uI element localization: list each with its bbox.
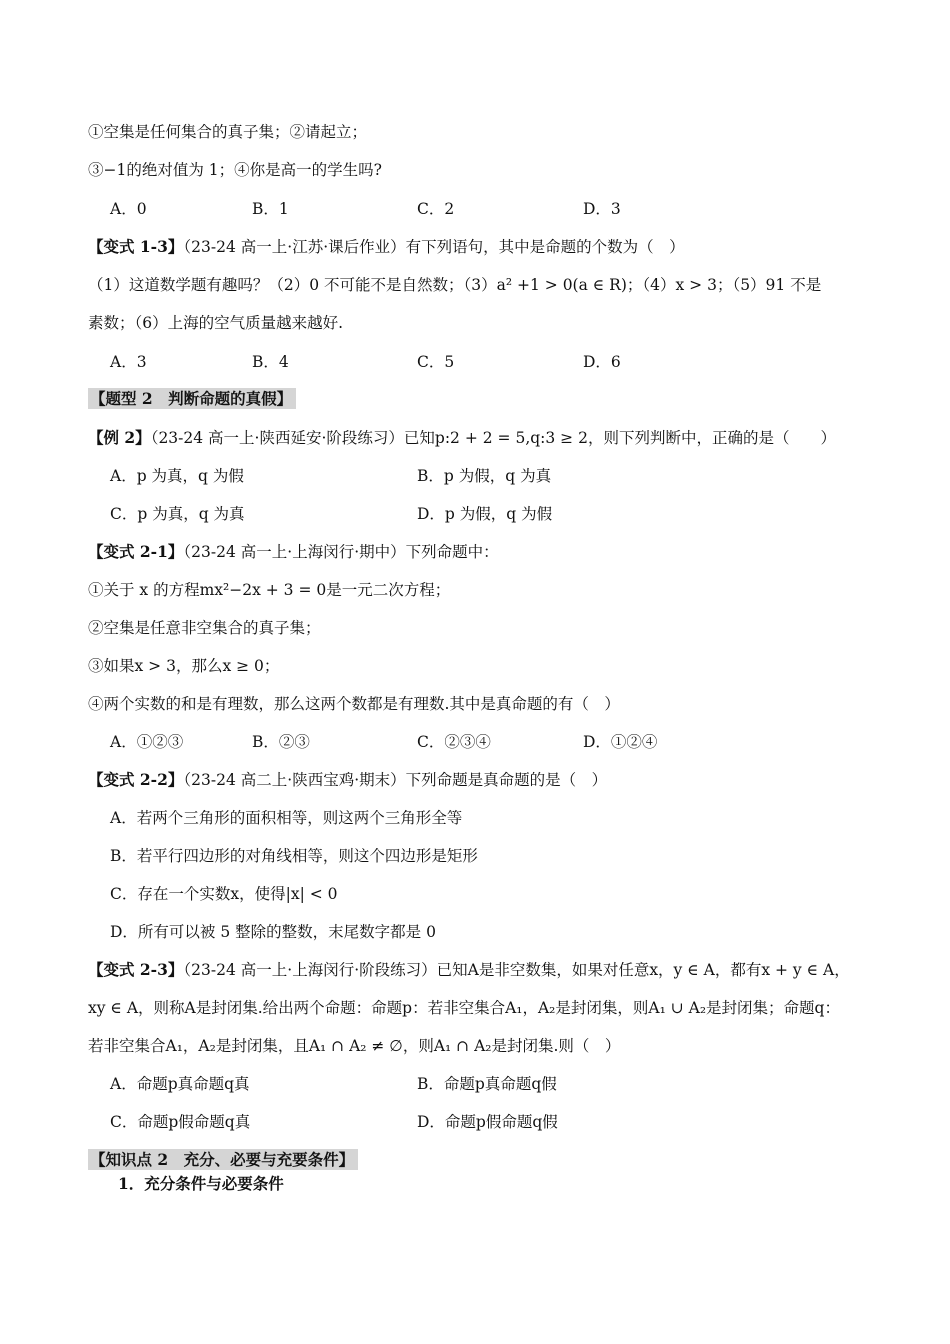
example-2-stem: （23-24 高一上·陕西延安·阶段练习）已知p:2 + 2 = 5,q:3 ≥ 2，则下列判断中，正确的是（ ） <box>150 429 836 447</box>
example-2-options-row2 <box>0 504 950 524</box>
variant-2-3-stem-line2: xy ∈ A，则称A是封闭集.给出两个命题：命题p：若非空集合A₁，A₂是封闭集，则A₁ ∪ A₂是封闭集；命题q： <box>88 999 840 1017</box>
variant-2-2-option-c: C．存在一个实数x，使得|x| < 0 <box>110 885 338 903</box>
variant-2-2-stem: （23-24 高二上·陕西宝鸡·期末）下列命题是真命题的是（ ） <box>183 771 608 789</box>
option-b: B．4 <box>252 353 289 371</box>
example-2-stem-line <box>88 428 836 448</box>
option-d: D．6 <box>583 353 621 371</box>
variant-2-1-stem-line <box>88 542 499 562</box>
variant-2-3-stem-line3: 若非空集合A₁，A₂是封闭集，且A₁ ∩ A₂ ≠ ∅，则A₁ ∩ A₂是封闭集.则（ ） <box>88 1037 621 1055</box>
variant-1-3-stem-line <box>88 237 685 257</box>
q1-items-line1: ①空集是任何集合的真子集；②请起立； <box>88 123 368 141</box>
option-b: B．②③ <box>252 733 310 751</box>
option-c: C．②③④ <box>417 733 491 751</box>
variant-2-1-item3: ③如果x > 3，那么x ≥ 0； <box>88 657 280 675</box>
option-a: A．3 <box>110 353 147 371</box>
section-heading-type2: 【题型 2 判断命题的真假】 <box>88 388 296 409</box>
example-2-options-row1 <box>0 466 950 486</box>
variant-2-3-stem-line1 <box>88 960 850 980</box>
variant-2-3-options-row1 <box>0 1074 950 1094</box>
variant-2-1-stem: （23-24 高一上·上海闵行·期中）下列命题中： <box>183 543 499 561</box>
option-a: A．0 <box>110 200 147 218</box>
option-c: C．命题p假命题q真 <box>110 1113 251 1131</box>
variant-1-3-tag: 【变式 1-3】 <box>88 237 184 256</box>
option-d: D．3 <box>583 200 621 218</box>
option-b: B．1 <box>252 200 289 218</box>
option-b: B．p 为假，q 为真 <box>417 467 552 485</box>
variant-2-2-option-d: D．所有可以被 5 整除的整数，末尾数字都是 0 <box>110 923 436 941</box>
variant-2-3-tag: 【变式 2-3】 <box>88 960 184 979</box>
variant-1-3-options <box>0 352 950 372</box>
option-a: A．①②③ <box>110 733 184 751</box>
q1-options <box>0 199 950 219</box>
variant-2-1-item2: ②空集是任意非空集合的真子集； <box>88 619 321 637</box>
variant-1-3-stem: （23-24 高一上·江苏·课后作业）有下列语句，其中是命题的个数为（ ） <box>183 238 685 256</box>
subheading-sufficient-necessary: 1．充分条件与必要条件 <box>118 1174 284 1193</box>
option-c: C．5 <box>417 353 455 371</box>
example-2-tag: 【例 2】 <box>88 428 151 447</box>
variant-1-3-items-line1: （1）这道数学题有趣吗？（2）0 不可能不是自然数；（3）a² +1 > 0(a ∈ R)；（4）x > 3；（5）91 不是 <box>88 276 822 294</box>
option-a: A．p 为真，q 为假 <box>110 467 244 485</box>
option-d: D．①②④ <box>583 733 658 751</box>
variant-2-2-option-b: B．若平行四边形的对角线相等，则这个四边形是矩形 <box>110 847 478 865</box>
variant-2-1-item4: ④两个实数的和是有理数，那么这两个数都是有理数.其中是真命题的有（ ） <box>88 695 620 713</box>
variant-2-1-item1: ①关于 x 的方程mx²−2x + 3 = 0是一元二次方程； <box>88 581 451 599</box>
variant-2-1-tag: 【变式 2-1】 <box>88 542 184 561</box>
q1-items-line2: ③−1的绝对值为 1；④你是高一的学生吗? <box>88 161 382 179</box>
variant-2-2-tag: 【变式 2-2】 <box>88 770 184 789</box>
option-c: C．p 为真，q 为真 <box>110 505 245 523</box>
variant-2-2-option-a: A．若两个三角形的面积相等，则这两个三角形全等 <box>110 809 463 827</box>
section-heading-knowledge2: 【知识点 2 充分、必要与充要条件】 <box>88 1149 358 1170</box>
variant-2-1-options <box>0 732 950 752</box>
variant-2-2-stem-line <box>88 770 607 790</box>
variant-2-3-options-row2 <box>0 1112 950 1132</box>
option-b: B．命题p真命题q假 <box>417 1075 557 1093</box>
variant-2-3-text1: （23-24 高一上·上海闵行·阶段练习）已知A是非空数集，如果对任意x，y ∈ A，都有x + y ∈ A， <box>183 961 850 979</box>
option-a: A．命题p真命题q真 <box>110 1075 250 1093</box>
option-c: C．2 <box>417 200 455 218</box>
variant-1-3-items-line2: 素数；（6）上海的空气质量越来越好. <box>88 314 344 332</box>
option-d: D．p 为假，q 为假 <box>417 505 553 523</box>
option-d: D．命题p假命题q假 <box>417 1113 558 1131</box>
